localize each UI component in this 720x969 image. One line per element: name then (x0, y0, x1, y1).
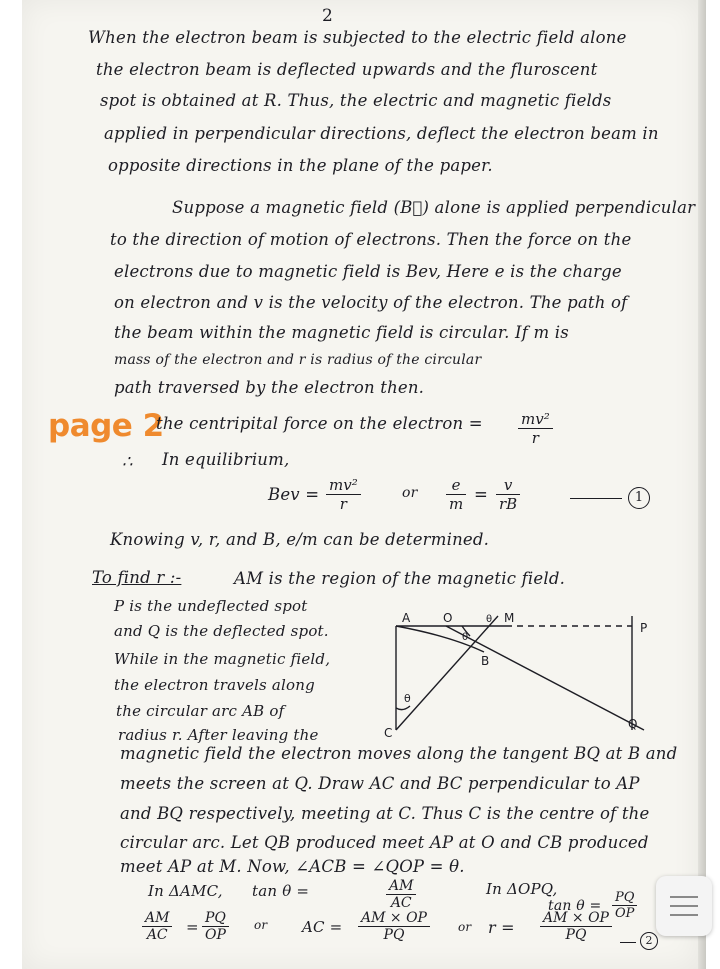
label-p: P (640, 621, 648, 635)
label-q: Q (628, 717, 638, 731)
r-equation: r = (488, 918, 515, 937)
para2-line-6: mass of the electron and r is radius of the circular (114, 352, 482, 368)
am-over-ac-fraction (386, 878, 416, 911)
r-fraction-denominator: PQ (565, 927, 587, 943)
para2-line-7: path traversed by the electron then. (114, 378, 425, 397)
para1-line-4: applied in perpendicular directions, deflect the electron beam in (104, 124, 659, 143)
v-numerator: v (496, 476, 520, 495)
para1-line-3: spot is obtained at R. Thus, the electric and magnetic fields (100, 91, 612, 110)
equation-2-marker: 2 (640, 932, 658, 950)
menu-icon-bar-1 (670, 896, 698, 898)
diagram-text-4: the electron travels along (114, 676, 315, 694)
in-equilibrium: In equilibrium, (162, 450, 290, 469)
para2-line-5: the beam within the magnetic field is circular. If m is (114, 323, 569, 342)
para3-line-5: meet AP at M. Now, ∠ACB = ∠QOP = θ. (120, 857, 465, 876)
ac-fraction-denominator: PQ (383, 927, 405, 943)
ac-denominator: AC (390, 895, 412, 911)
or-text-2: or (254, 918, 268, 932)
pq-over-op-fraction (612, 890, 637, 921)
r-fraction (540, 910, 612, 943)
or-text-3: or (458, 920, 472, 934)
para2-line-2: to the direction of motion of electrons. Then the force on the (110, 230, 632, 249)
para2-line-4: on electron and v is the velocity of the electron. The path of (114, 293, 628, 312)
label-a: A (402, 611, 411, 625)
diagram-text-3: While in the magnetic field, (114, 650, 331, 668)
para3-line-1: magnetic field the electron moves along the tangent BQ at B and (120, 744, 678, 763)
para1-line-2: the electron beam is deflected upwards and the fluroscent (96, 60, 598, 79)
m-denominator: m (449, 495, 464, 513)
in-opq-text: In ΔOPQ, (486, 880, 558, 898)
e-numerator: e (446, 476, 466, 495)
menu-icon-bar-3 (670, 914, 698, 916)
para3-line-4: circular arc. Let QB produced meet AP at O and CB produced (120, 833, 649, 852)
pq-left-numerator: PQ (202, 910, 229, 927)
label-o: O (443, 611, 453, 625)
or-text-1: or (402, 485, 418, 501)
am-left-numerator: AM (142, 910, 172, 927)
label-m: M (504, 611, 515, 625)
am-region-text: AM is the region of the magnetic field. (234, 569, 566, 588)
para2-line-3: electrons due to magnetic field is Bev, Here e is the charge (114, 262, 622, 281)
in-amc-text: In ΔAMC, (148, 882, 223, 900)
para3-line-3: and BQ respectively, meeting at C. Thus C is the centre of the (120, 804, 650, 823)
para3-line-2: meets the screen at Q. Draw AC and BC perpendicular to AP (120, 774, 640, 793)
therefore-symbol: ∴ (122, 452, 133, 471)
ac-fraction-numerator: AM × OP (358, 910, 430, 927)
para1-line-1: When the electron beam is subjected to the electric field alone (88, 28, 627, 47)
menu-icon-bar-2 (670, 905, 698, 907)
equation-1-marker: 1 (628, 487, 650, 509)
am-numerator: AM (386, 878, 416, 895)
diagram-text-6: radius r. After leaving the (118, 726, 319, 744)
pq-over-op-left (202, 910, 229, 943)
r-fraction-numerator: AM × OP (540, 910, 612, 927)
knowing-text: Knowing v, r, and B, e/m can be determined. (110, 530, 490, 549)
bev-equation: Bev = (268, 485, 320, 504)
label-theta-m: θ (486, 614, 493, 625)
para1-line-5: opposite directions in the plane of the paper. (108, 156, 493, 175)
ac-equation: AC = (302, 918, 343, 936)
to-find-r-heading: To find r :- (92, 568, 182, 587)
rb-denominator: rB (499, 495, 518, 513)
label-theta-c: θ (404, 692, 411, 705)
page-number: 2 (322, 6, 333, 26)
diagram-text-5: the circular arc AB of (116, 702, 285, 720)
equals-sign-2: = (186, 918, 199, 936)
bev-numerator: mv² (326, 476, 361, 495)
ac-fraction (358, 910, 430, 943)
equals-sign: = (474, 485, 489, 504)
centripetal-text: the centripital force on the electron = (156, 414, 483, 433)
tan-equation-2: tan θ = (548, 898, 602, 914)
para2-line-1: Suppose a magnetic field (B⃗) alone is applied perpendicular (172, 198, 696, 217)
label-b: B (481, 654, 490, 668)
ac-left-denominator: AC (146, 927, 168, 943)
tan-equation-1: tan θ = (252, 882, 310, 900)
pq-numerator: PQ (612, 890, 637, 906)
eq2-rule (620, 942, 636, 943)
bev-denominator: r (339, 495, 347, 513)
op-left-denominator: OP (205, 927, 226, 943)
label-c: C (384, 726, 393, 740)
label-theta-o: θ (462, 632, 469, 643)
am-over-ac-left (142, 910, 172, 943)
mv2-numerator: mv² (518, 410, 553, 429)
line-cm (396, 616, 498, 730)
diagram-text-1: P is the undeflected spot (114, 597, 308, 615)
angle-arc-c (396, 706, 410, 710)
r-denominator: r (531, 429, 539, 447)
op-denominator: OP (615, 906, 635, 921)
diagram-text-2: and Q is the deflected spot. (114, 622, 329, 640)
menu-button[interactable] (656, 876, 712, 936)
page-label: page 2 (48, 408, 164, 444)
